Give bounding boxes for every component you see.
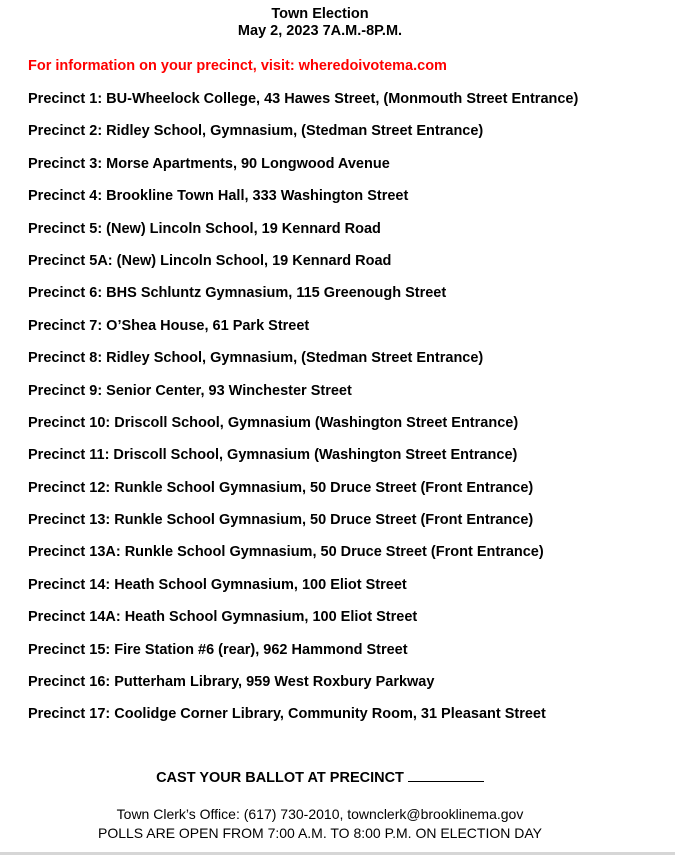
precinct-item: Precinct 13A: Runkle School Gymnasium, 50 Druce Street (Front Entrance) — [28, 544, 544, 561]
precinct-item: Precinct 7: O’Shea House, 61 Park Street — [28, 317, 310, 334]
clerk-contact: Town Clerk’s Office: (617) 730-2010, townclerk@brooklinema.gov — [116, 806, 524, 822]
precinct-blank-line — [408, 769, 484, 782]
precinct-item: Precinct 9: Senior Center, 93 Winchester Street — [28, 382, 352, 399]
precinct-info-link-text: For information on your precinct, visit: wheredoivotema.com — [28, 58, 447, 74]
precinct-item: Precinct 15: Fire Station #6 (rear), 962 Hammond Street — [28, 641, 408, 658]
precinct-item: Precinct 2: Ridley School, Gymnasium, (Stedman Street Entrance) — [28, 123, 484, 140]
precinct-item: Precinct 17: Coolidge Corner Library, Community Room, 31 Pleasant Street — [28, 706, 546, 723]
polls-hours: POLLS ARE OPEN FROM 7:00 A.M. TO 8:00 P.M. ON ELECTION DAY — [97, 825, 542, 841]
cast-ballot-text: CAST YOUR BALLOT AT PRECINCT — [156, 770, 404, 786]
page-title: Town Election — [271, 6, 369, 22]
precinct-item: Precinct 8: Ridley School, Gymnasium, (Stedman Street Entrance) — [28, 350, 484, 367]
precinct-item: Precinct 5: (New) Lincoln School, 19 Kennard Road — [28, 220, 381, 237]
precinct-item: Precinct 13: Runkle School Gymnasium, 50 Druce Street (Front Entrance) — [28, 512, 534, 529]
precinct-item: Precinct 5A: (New) Lincoln School, 19 Kennard Road — [28, 252, 392, 269]
precinct-item: Precinct 6: BHS Schluntz Gymnasium, 115 Greenough Street — [28, 285, 447, 302]
precinct-list — [28, 90, 578, 738]
precinct-item: Precinct 4: Brookline Town Hall, 333 Washington Street — [28, 188, 409, 205]
precinct-item: Precinct 10: Driscoll School, Gymnasium (Washington Street Entrance) — [28, 414, 519, 431]
precinct-item: Precinct 11: Driscoll School, Gymnasium (Washington Street Entrance) — [28, 447, 518, 464]
precinct-item: Precinct 12: Runkle School Gymnasium, 50 Druce Street (Front Entrance) — [28, 479, 534, 496]
precinct-item: Precinct 16: Putterham Library, 959 West Roxbury Parkway — [28, 674, 435, 691]
cast-ballot-line — [0, 769, 640, 787]
election-date: May 2, 2023 7A.M.-8P.M. — [237, 23, 403, 39]
precinct-item: Precinct 3: Morse Apartments, 90 Longwood Avenue — [28, 155, 390, 172]
precinct-item: Precinct 14: Heath School Gymnasium, 100 Eliot Street — [28, 576, 407, 593]
precinct-item: Precinct 1: BU-Wheelock College, 43 Hawes Street, (Monmouth Street Entrance) — [28, 91, 579, 107]
precinct-item: Precinct 14A: Heath School Gymnasium, 100 Eliot Street — [28, 609, 418, 626]
